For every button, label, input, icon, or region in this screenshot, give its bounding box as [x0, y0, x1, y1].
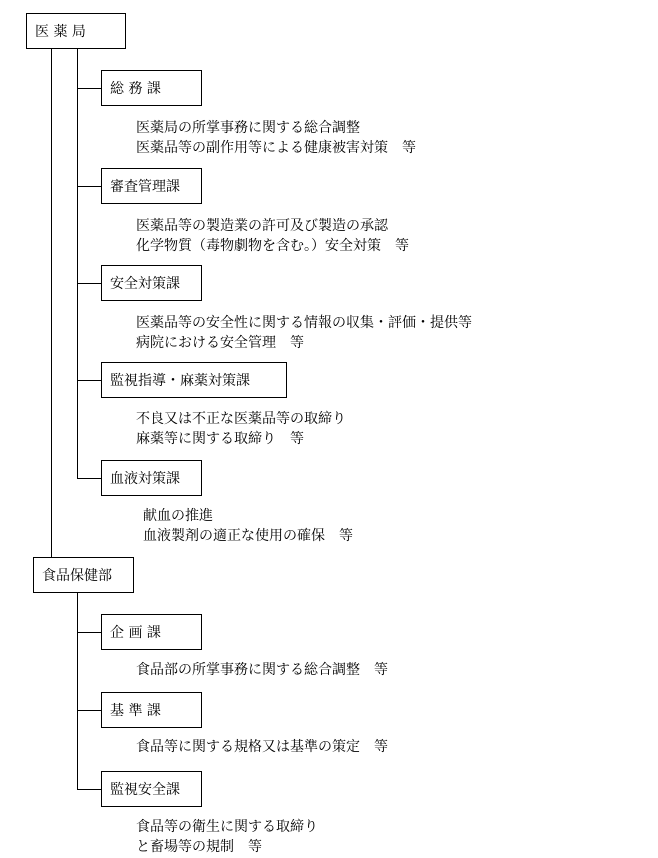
section-box-planning [101, 614, 202, 650]
connector-line [77, 380, 101, 381]
description-line: 献血の推進 [143, 508, 213, 524]
section-box-general-affairs [101, 70, 202, 106]
section-box-compliance-narcotics [101, 362, 287, 398]
connector-line [77, 632, 101, 633]
connector-line [77, 186, 101, 187]
section-title: 監視指導・麻薬対策課 [110, 373, 250, 389]
description-line: 病院における安全管理 等 [136, 335, 304, 351]
connector-line [77, 789, 101, 790]
section-description [136, 313, 472, 353]
food-branch-line [77, 593, 78, 790]
bureau-branch-line [77, 49, 78, 479]
description-line: 医薬品等の安全性に関する情報の収集・評価・提供等 [136, 315, 472, 331]
description-line: 不良又は不正な医薬品等の取締り [136, 411, 346, 427]
section-description [136, 409, 346, 449]
section-box-inspection-safety [101, 771, 202, 807]
connector-line [77, 710, 101, 711]
food-department-title: 食品保健部 [42, 568, 112, 584]
section-description [136, 817, 318, 857]
section-title: 安全対策課 [110, 276, 180, 292]
description-line: 食品等の衛生に関する取締り [136, 819, 318, 835]
bureau-trunk-line [51, 49, 52, 557]
description-line: 麻薬等に関する取締り 等 [136, 431, 304, 447]
section-title: 監視安全課 [110, 782, 180, 798]
section-description [136, 118, 416, 158]
section-box-standards [101, 692, 202, 728]
section-description [136, 216, 409, 256]
description-line: 医薬品等の製造業の許可及び製造の承認 [136, 218, 388, 234]
section-title: 企 画 課 [110, 625, 161, 641]
section-description [136, 737, 388, 757]
section-title: 血液対策課 [110, 471, 180, 487]
food-department-box [33, 557, 134, 593]
description-line: 食品部の所掌事務に関する総合調整 等 [136, 662, 388, 678]
description-line: 食品等に関する規格又は基準の策定 等 [136, 739, 388, 755]
description-line: 血液製剤の適正な使用の確保 等 [143, 528, 353, 544]
section-box-evaluation [101, 168, 202, 204]
bureau-title: 医 薬 局 [35, 24, 86, 40]
section-description [143, 506, 353, 546]
description-line: と畜場等の規制 等 [136, 839, 262, 855]
description-line: 医薬品等の副作用等による健康被害対策 等 [136, 140, 416, 156]
section-box-blood [101, 460, 202, 496]
description-line: 化学物質（毒物劇物を含む。）安全対策 等 [136, 238, 409, 254]
section-title: 基 準 課 [110, 703, 161, 719]
section-description [136, 660, 388, 680]
section-title: 総 務 課 [110, 81, 161, 97]
connector-line [77, 478, 101, 479]
bureau-box [26, 13, 126, 49]
section-box-safety [101, 265, 202, 301]
connector-line [77, 88, 101, 89]
section-title: 審査管理課 [110, 179, 180, 195]
connector-line [77, 283, 101, 284]
description-line: 医薬局の所掌事務に関する総合調整 [136, 120, 360, 136]
